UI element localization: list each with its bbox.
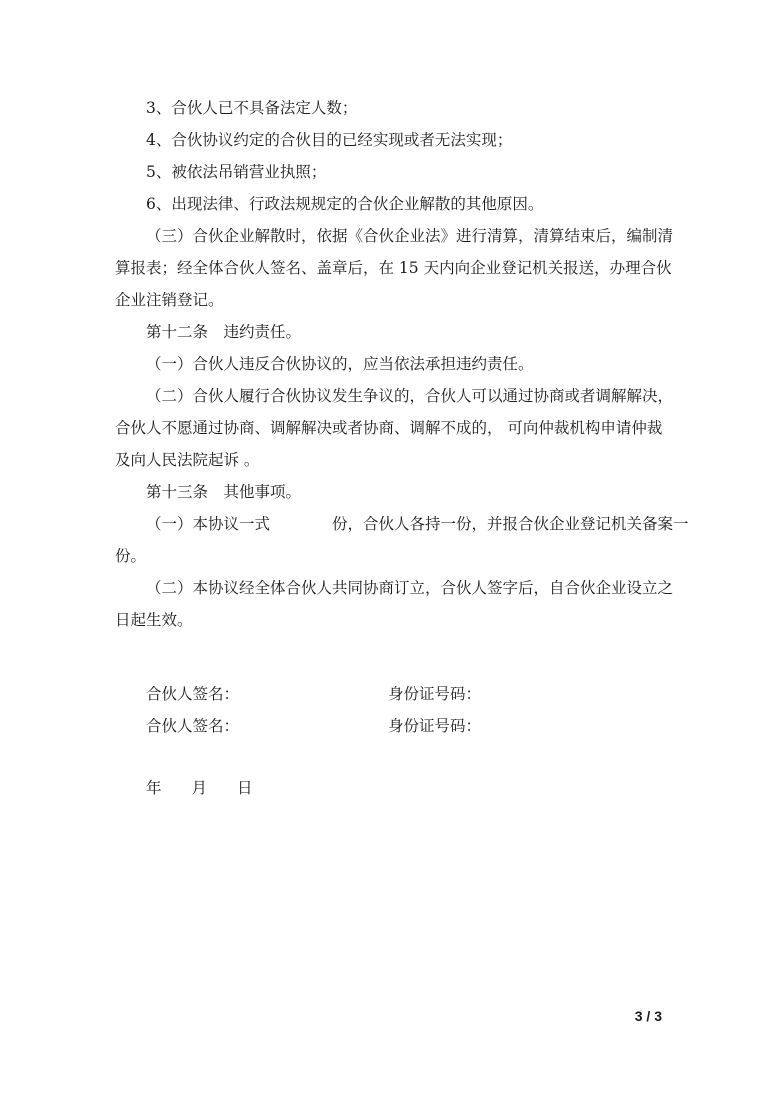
document-body: [115, 92, 689, 636]
partner-signature-label: 合伙人签名：: [146, 717, 240, 735]
paragraph-line: 份。: [115, 547, 147, 565]
dissolution-item-3: 3、合伙人已不具备法定人数；: [146, 99, 358, 117]
signature-block: [146, 678, 481, 742]
paragraph-line: 算报表；经全体合伙人签名、盖章后，在 15 天内向企业登记机关报送，办理合伙: [115, 259, 672, 277]
dissolution-item-6: 6、出现法律、行政法规规定的合伙企业解散的其他原因。: [146, 195, 544, 213]
paragraph-line: （二）本协议经全体合伙人共同协商订立，合伙人签字后，自合伙企业设立之: [146, 579, 674, 597]
paragraph-line: 及向人民法院起诉 。: [115, 451, 260, 469]
page-number: 3 / 3: [634, 1008, 662, 1024]
signature-row: [146, 710, 481, 742]
paragraph-line: 合伙人不愿通过协商、调解解决或者协商、调解不成的， 可向仲裁机构申请仲裁: [115, 419, 663, 437]
article-12-clause-2: [115, 380, 674, 476]
article-13-title: 第十三条 其他事项。: [146, 483, 302, 501]
article-12-clause-1: （一）合伙人违反合伙协议的，应当依法承担违约责任。: [146, 355, 534, 373]
paragraph-line: （二）合伙人履行合伙协议发生争议的，合伙人可以通过协商或者调解解决，: [146, 387, 674, 405]
article-13-clause-1: [115, 508, 689, 572]
article-13-clause-2: [115, 572, 674, 636]
id-number-label: 身份证号码：: [388, 685, 482, 703]
dissolution-item-4: 4、合伙协议约定的合伙目的已经实现或者无法实现；: [146, 131, 513, 149]
signature-row: [146, 678, 481, 710]
date-day-label: 日: [237, 779, 253, 797]
partner-signature-label: 合伙人签名：: [146, 685, 240, 703]
id-number-label: 身份证号码：: [388, 717, 482, 735]
date-line: [146, 772, 283, 804]
paragraph-line: （三）合伙企业解散时，依据《合伙企业法》进行清算，清算结束后，编制清: [146, 227, 674, 245]
copies-text-end: 份，合伙人各持一份，并报合伙企业登记机关备案一: [332, 515, 689, 533]
date-year-label: 年: [146, 779, 162, 797]
paragraph-line: 企业注销登记。: [115, 291, 224, 309]
liquidation-paragraph: [115, 220, 674, 316]
date-month-label: 月: [191, 779, 208, 797]
paragraph-line: 日起生效。: [115, 611, 193, 629]
dissolution-item-5: 5、被依法吊销营业执照；: [146, 163, 327, 181]
copies-text-start: （一）本协议一式: [146, 515, 271, 533]
paragraph-line: [115, 508, 689, 540]
article-12-title: 第十二条 违约责任。: [146, 323, 302, 341]
